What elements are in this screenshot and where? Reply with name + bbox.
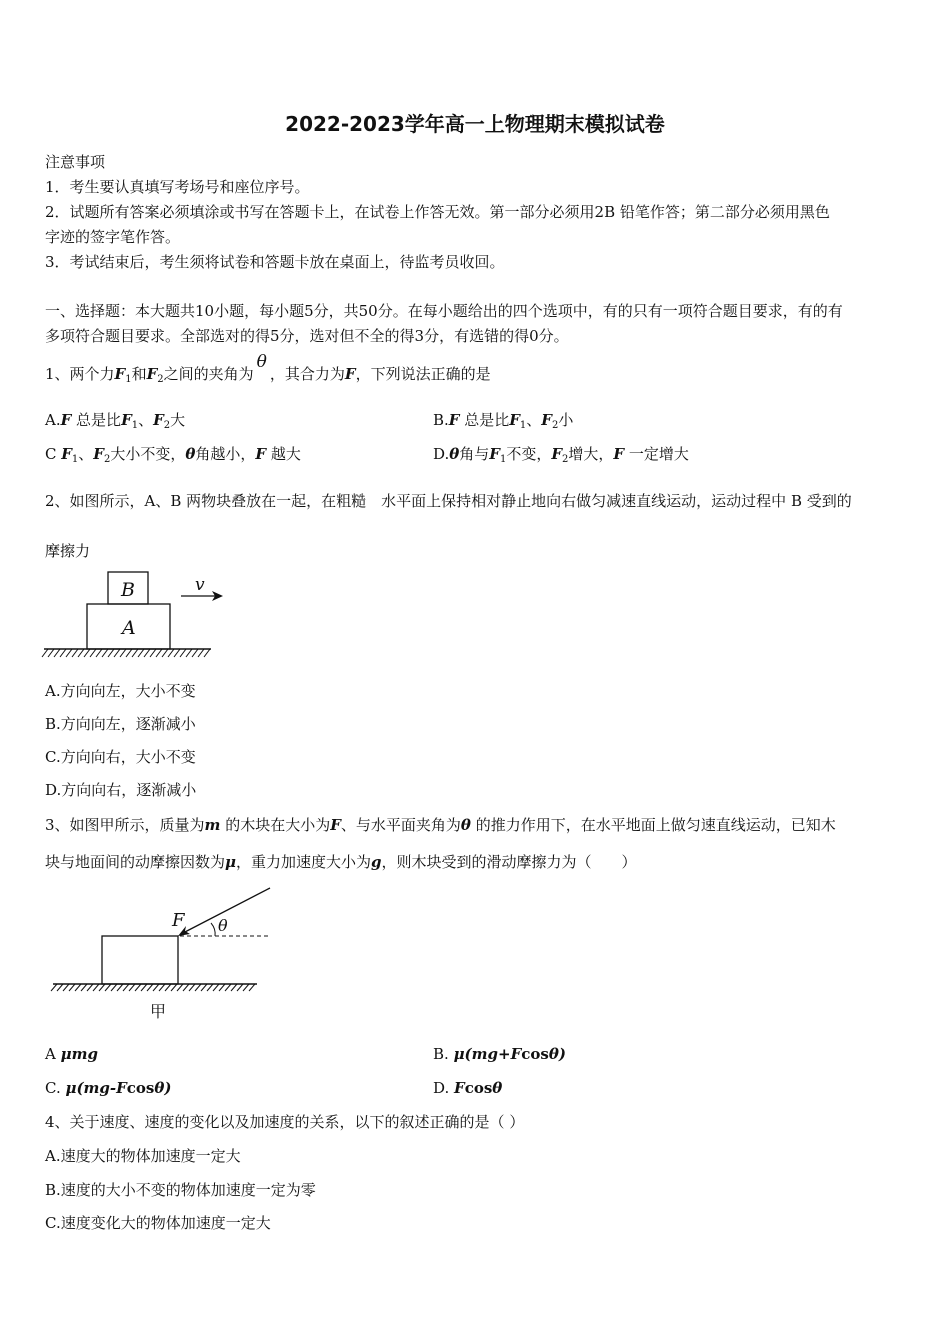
notice-item-3: 3．考试结束后，考生须将试卷和答题卡放在桌面上，待监考员收回。 [45, 253, 505, 271]
q2-stem-line-1: 2、如图所示，A、B 两物块叠放在一起，在粗糙 水平面上保持相对静止地向右做匀减速直线运动，运动过程中 B 受到的 [45, 492, 852, 510]
q3-option-d: D. Fcosθ [433, 1079, 503, 1097]
section-1-line-2: 多项符合题目要求。全部选对的得5分，选对但不全的得3分，有选错的得0分。 [45, 327, 569, 345]
wooden-block [102, 936, 178, 984]
label-b: B [121, 579, 135, 601]
q4-option-c: C.速度变化大的物体加速度一定大 [45, 1214, 271, 1232]
notice-item-1: 1．考生要认真填写考场号和座位序号。 [45, 178, 310, 196]
page-title: 2022-2023学年高一上物理期末模拟试卷 [285, 112, 665, 136]
angle-arc [211, 923, 215, 936]
notice-item-2-line-1: 2．试题所有答案必须填涂或书写在答题卡上，在试卷上作答无效。第一部分必须用2B 铅笔作答；第二部分必须用黑色 [45, 203, 830, 221]
figure-caption: 甲 [150, 1002, 167, 1021]
q1-theta: θ [256, 352, 267, 372]
q3-stem-line-1: 3、如图甲所示，质量为m 的木块在大小为F、与水平面夹角为θ 的推力作用下，在水平地面上做匀速直线运动，已知木 [45, 816, 836, 834]
q1-option-b: B.F 总是比$F_1$、$F_2$小 [433, 411, 574, 431]
q2-option-a: A.方向向左，大小不变 [45, 682, 196, 700]
q3-option-b: B. μ(mg+Fcosθ) [433, 1045, 566, 1063]
notice-heading: 注意事项 [45, 153, 106, 171]
q2-figure [40, 565, 230, 665]
q1-option-c: C $F_1$、$F_2$大小不变，θ角越小，F 越大 [45, 445, 301, 465]
q2-stem-line-2: 摩擦力 [45, 542, 91, 560]
ground-hatch [51, 984, 255, 991]
q3-option-c: C. μ(mg-Fcosθ) [45, 1079, 172, 1097]
q1-option-a: A.F 总是比$F_1$、$F_2$大 [45, 411, 186, 431]
q1-option-d: D.θ角与$F_1$不变，$F_2$增大，F 一定增大 [433, 445, 689, 465]
notice-item-2-line-2: 字迹的签字笔作答。 [45, 228, 181, 246]
label-v: v [195, 575, 205, 595]
q2-option-d: D.方向向右，逐渐减小 [45, 781, 197, 799]
q3-option-a: A μmg [45, 1045, 98, 1063]
q4-option-b: B.速度的大小不变的物体加速度一定为零 [45, 1181, 316, 1199]
label-theta: θ [218, 916, 228, 935]
label-f: F [172, 910, 185, 931]
ground-hatch [42, 649, 210, 657]
label-a: A [122, 617, 136, 639]
q4-stem: 4、关于速度、速度的变化以及加速度的关系，以下的叙述正确的是（ ） [45, 1113, 525, 1131]
q2-option-c: C.方向向右，大小不变 [45, 748, 196, 766]
q3-figure [45, 880, 285, 1025]
q1-stem: 1、两个力$F_1$和$F_2$之间的夹角为θ，其合力为F，下列说法正确的是 [45, 352, 491, 385]
q4-option-a: A.速度大的物体加速度一定大 [45, 1147, 241, 1165]
section-1-line-1: 一、选择题：本大题共10小题，每小题5分，共50分。在每小题给出的四个选项中，有的只有一项符合题目要求，有的有 [45, 302, 843, 320]
q3-stem-line-2: 块与地面间的动摩擦因数为μ，重力加速度大小为g，则木块受到的滑动摩擦力为（ ） [45, 853, 637, 871]
q2-option-b: B.方向向左，逐渐减小 [45, 715, 196, 733]
